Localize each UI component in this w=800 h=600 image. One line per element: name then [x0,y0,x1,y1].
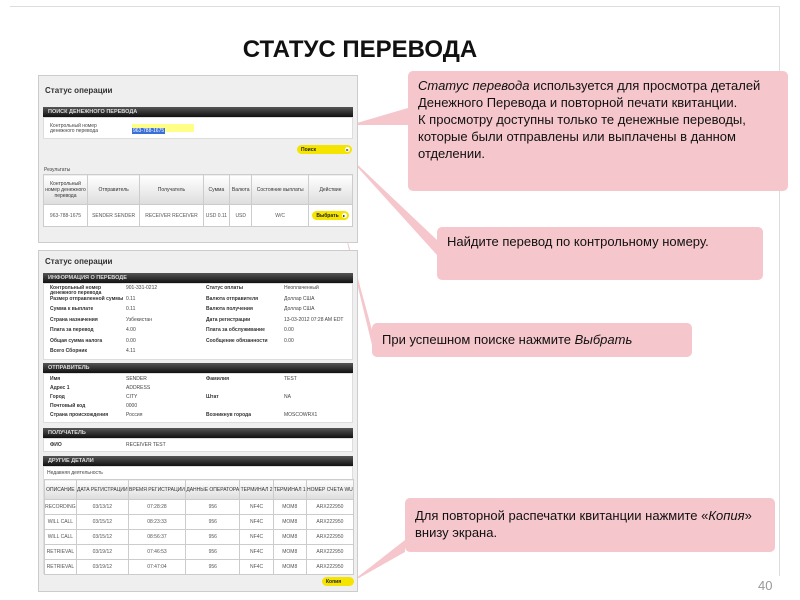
table-cell: ARX222950 [306,560,353,575]
field-value: 901-331-0212 [126,285,158,291]
table-cell: NF4C [240,530,273,545]
field-label: Возникнув города [206,412,252,418]
field-value: SENDER [126,376,147,382]
copy-button[interactable]: Копия [322,577,354,586]
column-header: ДАТА РЕГИСТРАЦИИ [76,480,128,500]
field-label: Штат [206,394,219,400]
info-section-header: ИНФОРМАЦИЯ О ПЕРЕВОДЕ [43,273,353,283]
info-panel [43,283,353,360]
other-panel [43,466,353,574]
field-value: 4.00 [126,327,136,333]
table-cell: NF4C [240,560,273,575]
page-number: 40 [758,578,773,593]
sender-panel [43,373,353,423]
table-cell: NF4C [240,500,273,515]
sender-section-header: ОТПРАВИТЕЛЬ [43,363,353,373]
search-screenshot [38,75,358,243]
table-cell: WILL CALL [45,530,77,545]
field-label: Страна происхождения [50,412,109,418]
table-cell: MOM8 [273,500,306,515]
table-row [45,500,354,515]
column-header: НОМЕР СЧЕТА WU [306,480,353,500]
table-cell: MOM8 [273,560,306,575]
table-row [45,515,354,530]
field-value: 0000 [126,403,138,409]
field-value: Неоплаченный [284,285,319,291]
table-row [45,560,354,575]
field-label: Имя [50,376,61,382]
field-value: Узбекистан [126,316,152,323]
table-cell: WILL CALL [45,515,77,530]
field-value: 0.00 [126,337,136,344]
field-label: Страна назначения [50,316,98,323]
field-value: ADDRESS [126,385,151,391]
field-value: Доллар США [284,306,315,312]
table-cell: 03/19/12 [76,545,128,560]
field-value: MOSCOWRX1 [284,412,318,418]
table-cell: 03/15/12 [76,515,128,530]
callout-select: При успешном поиске нажмите Выбрать [372,323,692,357]
table-cell: NF4C [240,545,273,560]
field-label: Валюта отправителя [206,295,259,302]
field-value: 0.11 [126,295,136,302]
table-cell: 03/19/12 [76,560,128,575]
select-button[interactable]: Выбрать ▸ [312,211,348,220]
search-button[interactable]: Поиск ▸ [297,145,352,154]
arrow-icon: ▸ [343,213,346,218]
table-cell: RECORDING [45,500,77,515]
field-label: Статус оплаты [206,285,243,291]
column-header: ДАННЫЕ ОПЕРАТОРА [186,480,240,500]
field-label: Общая сумма налога [50,337,103,344]
field-value: 0.00 [284,327,294,333]
table-cell: 956 [186,515,240,530]
field-label: Плата за перевод [50,327,94,333]
field-value: Россия [126,412,143,418]
recent-activity-label: Недавняя деятельность [47,470,103,476]
table-cell: 07:46:53 [128,545,185,560]
callout-status-description: Статус перевода используется для просмотра деталей Денежного Перевода и повторной печати квитанции. К просмотру доступны только те денежные переводы, которые были отправлены или выплачены в данном отделении. [408,71,788,191]
field-value: CITY [126,394,138,400]
field-label: Фамилия [206,376,229,382]
field-label: Контрольный номер денежного перевода [50,285,102,296]
receiver-section-header: ПОЛУЧАТЕЛЬ [43,428,353,438]
callout-copy: Для повторной распечатки квитанции нажмите «Копия» внизу экрана. [405,498,775,552]
callout-find-transfer: Найдите перевод по контрольному номеру. [437,227,763,280]
table-cell: 08:23:33 [128,515,185,530]
table-cell: ARX222950 [306,500,353,515]
slide-title: СТАТУС ПЕРЕВОДА [242,36,478,63]
table-cell: 03/13/12 [76,500,128,515]
table-cell: 07:47:04 [128,560,185,575]
field-label: Дата регистрации [206,316,251,323]
field-label: Всего Сборник [50,348,87,354]
table-cell: ARX222950 [306,545,353,560]
table-cell: 03/15/12 [76,530,128,545]
activity-table [44,479,354,575]
results-label: Результаты [44,167,71,173]
table-cell: 08:56:37 [128,530,185,545]
column-header: ТЕРМИНАЛ 1 [273,480,306,500]
table-row: 963-788-1675 SENDER SENDER RECEIVER RECEIVER USD 0.11 USD W/C Выбрать ▸ [44,205,353,227]
table-cell: 07:28:28 [128,500,185,515]
receiver-panel: ФИО RECEIVER TEST [43,438,353,452]
control-number-label: Контрольный номер денежного перевода [50,123,98,134]
field-label: Город [50,394,65,400]
control-number-input[interactable]: 963-788-1675 [132,124,194,132]
field-value: NA [284,394,291,400]
field-label: Размер отправленной суммы [50,295,124,302]
table-cell: MOM8 [273,545,306,560]
screen-title: Статус операции [45,86,113,95]
table-cell: MOM8 [273,515,306,530]
field-value: 4.11 [126,348,136,354]
field-label: Сообщение обязанности [206,337,268,344]
table-cell: NF4C [240,515,273,530]
table-cell: RETRIEVAL [45,545,77,560]
search-panel [43,117,353,139]
table-cell: 956 [186,530,240,545]
table-cell: ARX222950 [306,515,353,530]
results-table: Контрольный номер денежного перевода Отправитель Получатель Сумма Валюта Состояние выплаты Действие 963-788-1675 SENDER SENDER RECEIVER RECEIVER USD 0.11 USD W/C Выбрать ▸ [43,174,353,227]
table-cell: 956 [186,500,240,515]
arrow-icon: ▸ [346,147,349,152]
field-value: 0.11 [126,306,136,312]
table-cell: RETRIEVAL [45,560,77,575]
field-value: 0.00 [284,337,294,344]
field-label: Плата за обслуживание [206,327,265,333]
field-value: TEST [284,376,297,382]
column-header: ВРЕМЯ РЕГИСТРАЦИИ [128,480,185,500]
field-label: Валюта получения [206,306,253,312]
field-label: Адрес 1 [50,385,70,391]
pointer-4 [350,540,405,583]
table-row [45,530,354,545]
screen-title: Статус операции [45,257,113,266]
field-label: Почтовый код [50,403,86,409]
table-cell: ARX222950 [306,530,353,545]
pointer-1 [350,108,408,125]
table-cell: 956 [186,545,240,560]
other-section-header: ДРУГИЕ ДЕТАЛИ [43,456,353,466]
field-value: 13-03-2012 07:28 AM EDT [284,316,344,323]
column-header: ТЕРМИНАЛ 2 [240,480,273,500]
column-header: ОПИСАНИЕ [45,480,77,500]
details-screenshot [38,250,358,592]
table-row [45,545,354,560]
table-cell: MOM8 [273,530,306,545]
field-label: Сумма к выплате [50,306,94,312]
table-cell: 956 [186,560,240,575]
field-value: Доллар США [284,295,315,302]
search-section-header: ПОИСК ДЕНЕЖНОГО ПЕРЕВОДА [43,107,353,117]
